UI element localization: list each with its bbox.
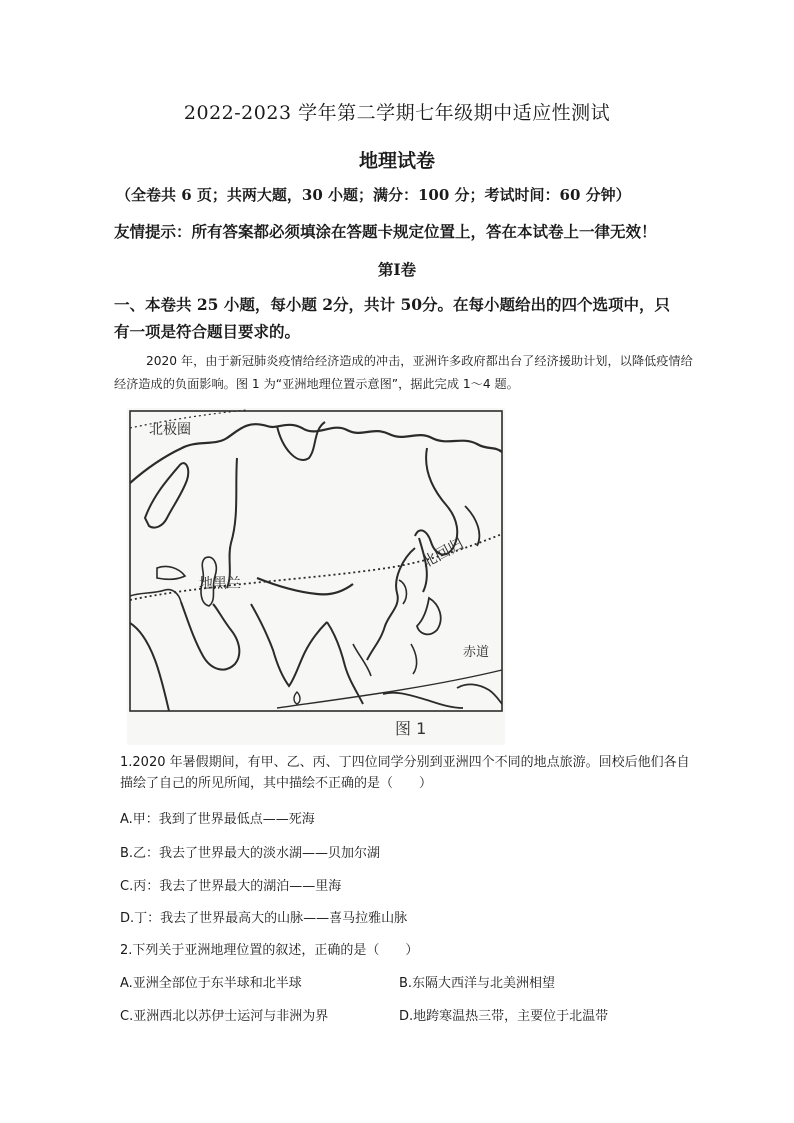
question-1-option-d: D.丁：我去了世界最高大的山脉——喜马拉雅山脉 bbox=[120, 911, 408, 926]
friendly-tip: 友情提示：所有答案都必须填涂在答题卡规定位置上，答在本试卷上一律无效！ bbox=[114, 222, 657, 241]
question-2-option-c: C.亚洲西北以苏伊士运河与非洲为界 bbox=[120, 1009, 329, 1024]
exam-title: 2022-2023 学年第二学期七年级期中适应性测试 bbox=[183, 102, 611, 124]
question-1-option-a: A.甲：我到了世界最低点——死海 bbox=[120, 812, 315, 827]
question-2-option-a: A.亚洲全部位于东半球和北半球 bbox=[120, 976, 302, 991]
arctic-circle-label: 北极圈 bbox=[149, 422, 191, 438]
question-1-option-c: C.丙：我去了世界最大的湖泊——里海 bbox=[120, 879, 342, 894]
exam-info: （全卷共 6 页；共两大题，30 小题；满分：100 分；考试时间：60 分钟） bbox=[116, 186, 631, 204]
question-2-option-d: D.地跨寒温热三带，主要位于北温带 bbox=[399, 1009, 609, 1024]
equator-label: 赤道 bbox=[463, 645, 490, 660]
question-1-stem: 1.2020 年暑假期间，有甲、乙、丙、丁四位同学分别到亚洲四个不同的地点旅游。回校后他们各自描绘了自己的所见所闻，其中描绘不正确的是（ ） bbox=[120, 755, 690, 791]
question-1-option-b: B.乙：我去了世界最大的淡水湖——贝加尔湖 bbox=[120, 846, 381, 861]
asia-map-figure bbox=[127, 408, 505, 745]
exam-subtitle: 地理试卷 bbox=[358, 150, 435, 172]
asia-map bbox=[127, 408, 505, 745]
figure-caption: 图 1 bbox=[395, 719, 427, 738]
intro-paragraph: 2020 年，由于新冠肺炎疫情给经济造成的冲击，亚洲许多政府都出台了经济援助计划，以降低疫情给经济造成的负面影响。图 1 为“亚洲地理位置示意图”，据此完成 1～4 题。 bbox=[114, 354, 693, 391]
question-2-stem: 2.下列关于亚洲地理位置的叙述，正确的是（ ） bbox=[120, 943, 419, 958]
region-label: 地黑兰 bbox=[199, 576, 241, 592]
question-2-option-b: B.东隔大西洋与北美洲相望 bbox=[399, 976, 556, 991]
tropic-label: 北回归 bbox=[418, 534, 467, 572]
volume-heading: 第Ⅰ卷 bbox=[377, 260, 417, 279]
section-heading: 一、本卷共 25 小题，每小题 2分，共计 50分。在每小题给出的四个选项中，只有一项是符合题目要求的。 bbox=[114, 295, 671, 341]
